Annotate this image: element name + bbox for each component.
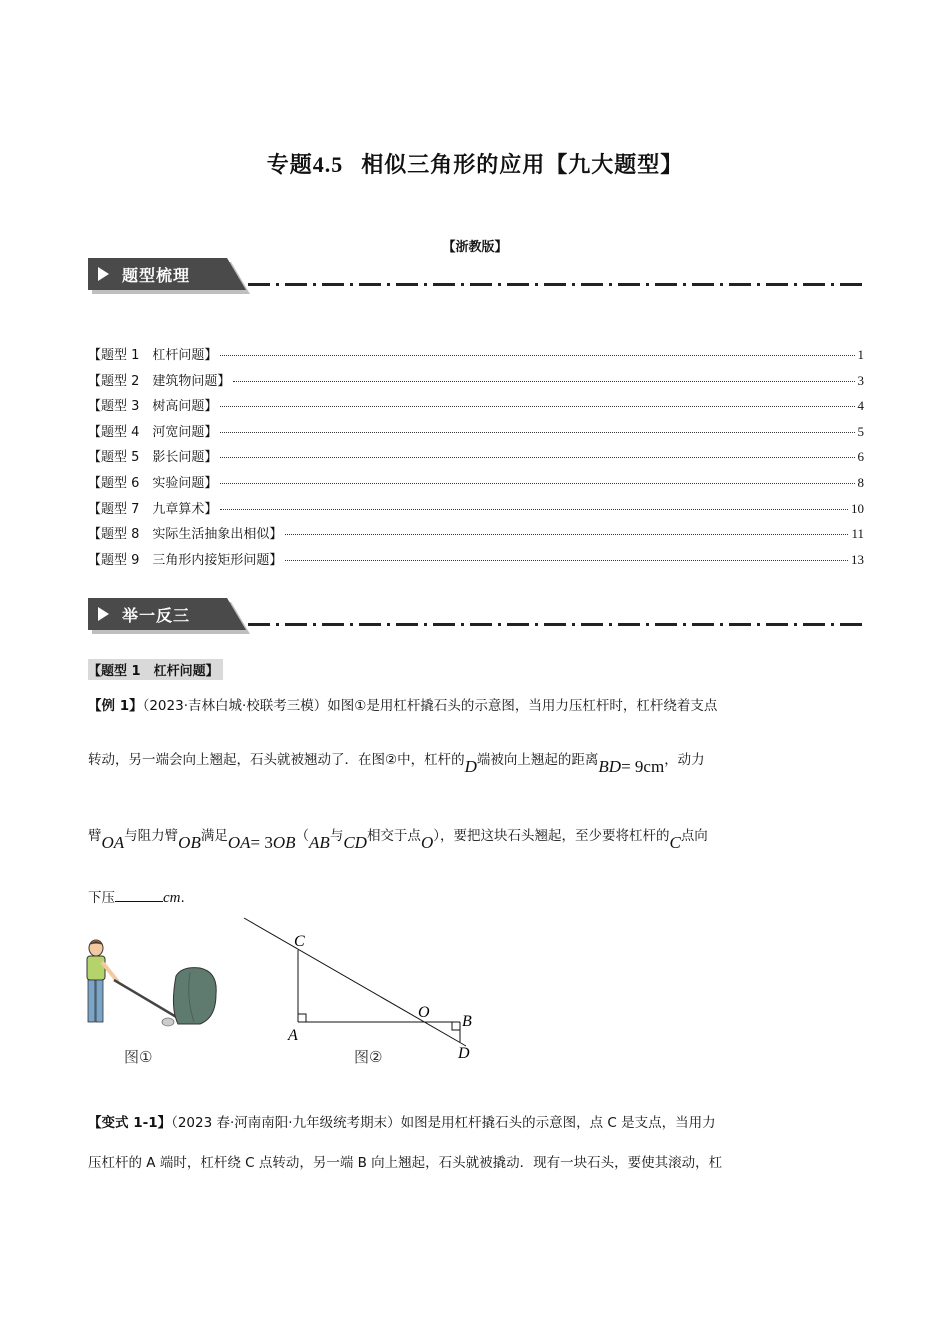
variant-line-1: 【变式 1-1】（2023 春·河南南阳·九年级统考期末）如图是用杠杆撬石头的示意图，点 C 是支点，当用力 [88,1115,716,1131]
toc-entry[interactable]: 【题型 4 河宽问题】 5 [88,423,864,440]
answer-blank[interactable] [115,890,163,902]
toc-entry[interactable]: 【题型 6 实验问题】 8 [88,474,864,491]
figure1-caption: 图① [124,1048,153,1066]
label-c: C [294,933,305,950]
toc-entry[interactable]: 【题型 2 建筑物问题】 3 [88,372,864,389]
example-line-2: 转动，另一端会向上翘起，石头就被翘动了．在图②中，杠杆的D端被向上翘起的距离BD= 9cm，动力 [88,752,705,776]
title-number: 4.5 [312,152,344,177]
play-icon [98,267,109,281]
label-o: O [418,1004,430,1021]
toc-entry[interactable]: 【题型 7 九章算术】 10 [88,500,864,517]
toc-entry[interactable]: 【题型 3 树高问题】 4 [88,398,864,415]
section-banner-practice [88,598,864,634]
type-heading: 【题型 1 杠杆问题】 [88,659,223,680]
title-text: 相似三角形的应用【九大题型】 [361,153,684,178]
example-line-4: 下压 cm. [88,890,185,906]
label-d: D [458,1045,470,1062]
label-b: B [462,1013,472,1030]
lever-diagram [238,914,478,1064]
figure2-caption: 图② [354,1048,383,1066]
dash-dot-divider [248,283,864,286]
page-title [0,148,950,179]
toc-entry[interactable]: 【题型 9 三角形内接矩形问题】 13 [88,551,864,568]
banner-label: 题型梳理 [122,266,191,285]
variant-line-2: 压杠杆的 A 端时，杠杆绕 C 点转动，另一端 B 向上翘起，石头就被撬动．现有一块石头，要使其滚动，杠 [88,1155,723,1171]
title-prefix: 专题 [266,153,313,178]
example-line-3: 臂OA与阻力臂OB满足OA= 3OB（AB与CD相交于点O），要把这块石头翘起，至少要将杠杆的C点向 [88,828,708,852]
toc-entry[interactable]: 【题型 8 实际生活抽象出相似】 11 [88,526,864,543]
dash-dot-divider [248,623,864,626]
toc-entry[interactable]: 【题型 5 影长问题】 6 [88,449,864,466]
toc-entry[interactable]: 【题型 1 杠杆问题】 1 [88,347,864,363]
table-of-contents [88,344,864,574]
example-line-1: 【例 1】（2023·吉林白城·校联考三模）如图①是用杠杆撬石头的示意图，当用力压杠杆时，杠杆绕着支点 [88,698,718,714]
play-icon [98,607,109,621]
lever-illustration [82,938,222,1030]
banner-label: 举一反三 [122,606,191,625]
section-banner-toc [88,258,864,294]
edition-label: 【浙教版】 [442,240,508,255]
label-a: A [288,1027,298,1044]
